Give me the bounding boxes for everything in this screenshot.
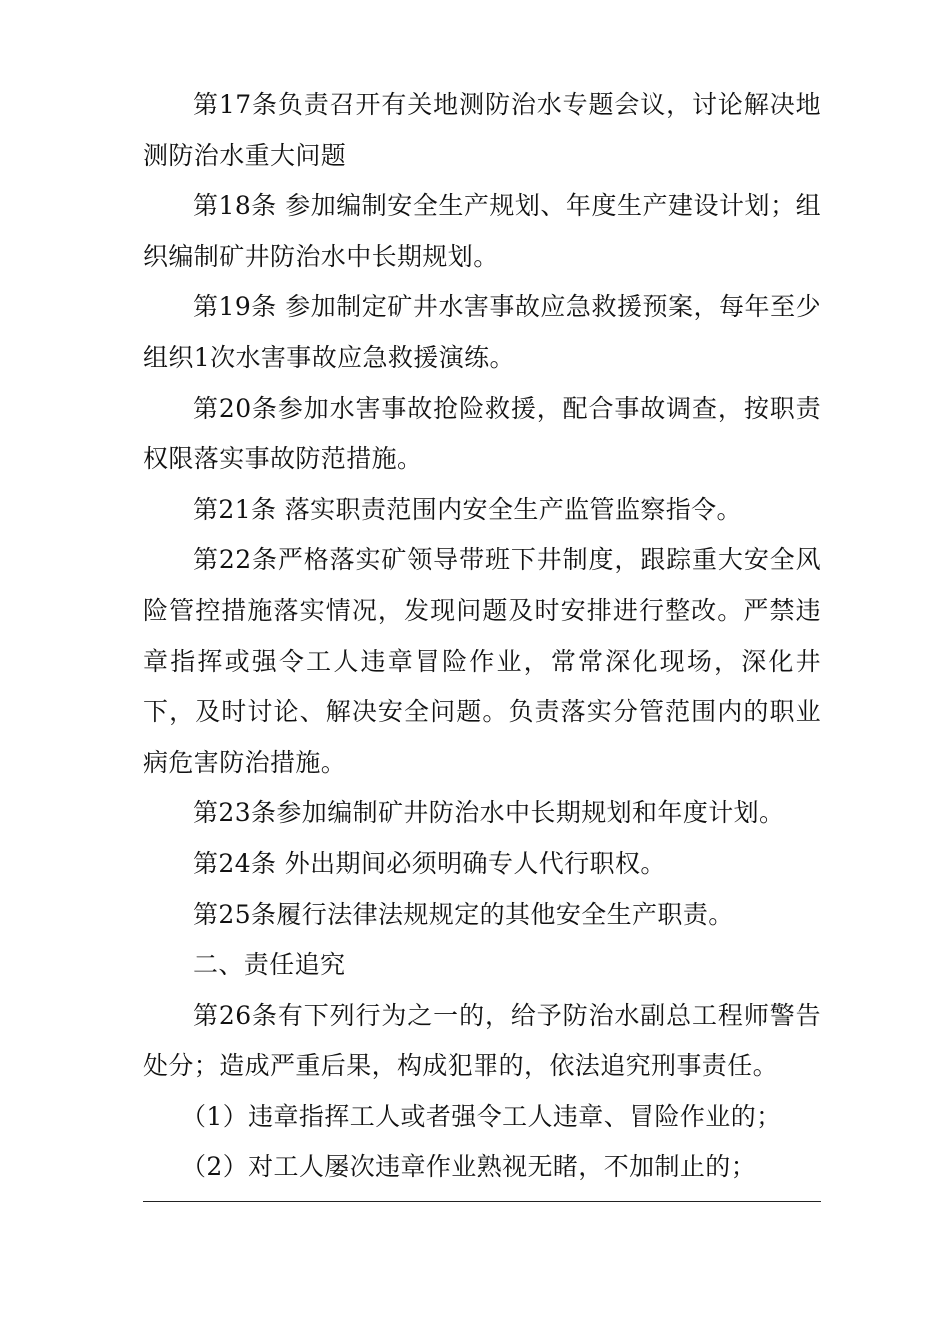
- footer-divider: [143, 1201, 821, 1202]
- list-item: （2）对工人屡次违章作业熟视无睹，不加制止的；: [181, 1152, 757, 1182]
- list-item: （1）违章指挥工人或者强令工人违章、冒险作业的；: [181, 1101, 782, 1131]
- article-23: 第23条参加编制矿井防治水中长期规划和年度计划。: [193, 798, 785, 828]
- article-18: 第18条 参加编制安全生产规划、年度生产建设计划；组织编制矿井防治水中长期规划。: [143, 191, 821, 271]
- article-17: 第17条负责召开有关地测防治水专题会议，讨论解决地测防治水重大问题: [143, 90, 821, 170]
- section-heading: 二、责任追究: [193, 950, 346, 980]
- article-26: 第26条有下列行为之一的，给予防治水副总工程师警告处分；造成严重后果，构成犯罪的，依法追究刑事责任。: [143, 1000, 821, 1081]
- article-19: 第19条 参加制定矿井水害事故应急救援预案，每年至少组织1次水害事故应急救援演练。: [143, 292, 821, 372]
- article-24: 第24条 外出期间必须明确专人代行职权。: [193, 848, 666, 878]
- article-21: 第21条 落实职责范围内安全生产监管监察指令。: [193, 494, 742, 524]
- article-22: 第22条严格落实矿领导带班下井制度，跟踪重大安全风险管控措施落实情况，发现问题及时安排进行整改。严禁违章指挥或强令工人违章冒险作业，常常深化现场，深化井下，及时讨论、解决安全问题。负责落实分管范围内的职业病危害防治措施。: [143, 545, 821, 777]
- article-25: 第25条履行法律法规规定的其他安全生产职责。: [193, 899, 734, 929]
- document-body: [143, 80, 821, 1193]
- article-20: 第20条参加水害事故抢险救援，配合事故调查，按职责权限落实事故防范措施。: [143, 393, 821, 474]
